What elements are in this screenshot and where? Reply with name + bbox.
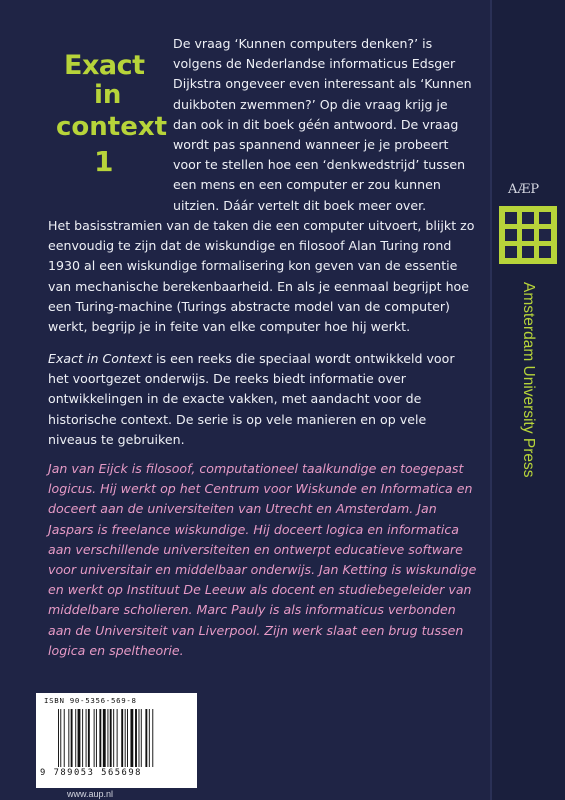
title-word-context: context xyxy=(56,112,168,142)
series-description-text: is een reeks die speciaal wordt ontwikkeld voor het voortgezet onderwijs. De reeks biedt informatie over ontwikkelingen in de exacte vakken, met aandacht voor de historische context. De serie is op vele manieren en op vele niveaus te gebruiken. xyxy=(48,351,455,447)
publisher-name xyxy=(517,282,543,542)
spine xyxy=(492,0,565,800)
barcode-icon xyxy=(56,709,184,767)
aup-grid-logo-icon xyxy=(499,206,557,264)
publisher-name-text: Amsterdam University Press xyxy=(520,282,537,478)
authors-bio: Jan van Eijck is filosoof, computationeel taalkundige en toegepast logicus. Hij werkt op het Centrum voor Wiskunde en Informatica en doceert aan de universiteiten van Utrecht en Amsterdam. Jan Jaspars is freelance wiskundige. Hij doceert logica en informatica aan verschillende universiteiten en ontwerpt educatieve software voor universitair en middelbaar onderwijs. Jan Ketting is wiskundige en werkt op Instituut De Leeuw als docent en studiebegeleider van middelbare scholieren. Marc Pauly is als informaticus verbonden aan de Universiteit van Liverpool. Zijn werk slaat een brug tussen logica en speltheorie. xyxy=(48,461,477,658)
series-description xyxy=(48,349,478,450)
blurb-turing: Het basisstramien van de taken die een computer uitvoert, blijkt zo eenvoudig te zijn dat de wiskundige en filosoof Alan Turing rond 1930 al een wiskundige formalisering kon geven van de essentie van mechanische berekenbaarheid. En als je eenmaal begrijpt hoe een Turing-machine (Turings abstracte model van de computer) werkt, begrijp je in feite van elke computer hoe hij werkt. xyxy=(48,218,475,335)
website-link[interactable]: www.aup.nl xyxy=(67,789,114,799)
publisher-mark: AÆP xyxy=(508,182,540,197)
ean-digits: 9 789053 565698 xyxy=(40,768,142,778)
title-word-exact: Exact xyxy=(64,50,145,81)
barcode-box xyxy=(36,693,197,788)
title-word-in: in xyxy=(94,80,122,110)
blurb-intro: De vraag ‘Kunnen computers denken?’ is volgens de Nederlandse informaticus Edsger Dijkstra ongeveer even interessant als ‘Kunnen duikboten zwemmen?’ Op die vraag krijg je dan ook in dit boek géén antwoord. De vraag wordt pas spannend wanneer je je probeert voor te stellen hoe een ‘denkwedstrijd’ tussen een mens en een computer er zou kunnen uitzien. Dáár vertelt dit boek meer over. xyxy=(173,36,472,213)
series-name: Exact in Context xyxy=(48,351,153,366)
series-number: 1 xyxy=(94,145,114,178)
isbn-text: ISBN 90-5356-569-8 xyxy=(44,696,137,705)
